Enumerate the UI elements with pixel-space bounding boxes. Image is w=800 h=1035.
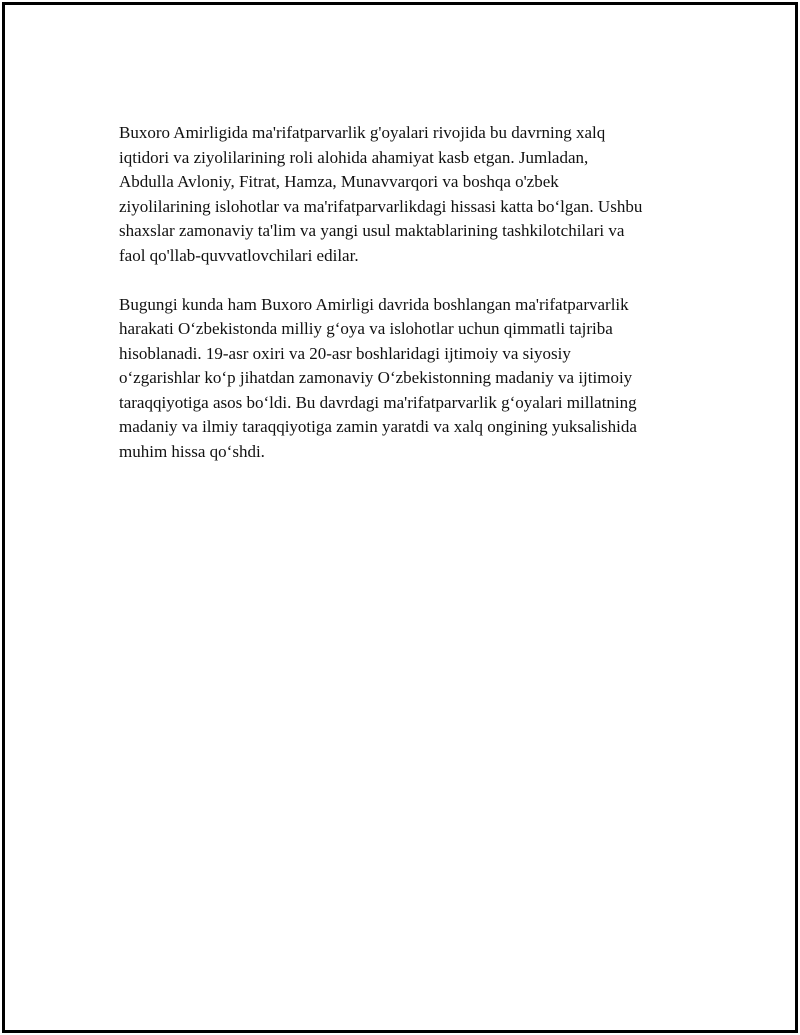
text-line: o‘zgarishlar ko‘p jihatdan zamonaviy O‘zbekistonning madaniy va ijtimoiy: [119, 368, 633, 387]
text-line: harakati O‘zbekistonda milliy g‘oya va islohotlar uchun qimmatli tajriba: [119, 319, 613, 338]
paragraph-1: [119, 121, 699, 268]
text-line: faol qo'llab-quvvatlovchilari edilar.: [119, 245, 359, 265]
text-line: shaxslar zamonaviy ta'lim va yangi usul maktablarining tashkilotchilari va: [119, 221, 625, 240]
text-line: muhim hissa qo‘shdi.: [119, 441, 265, 461]
text-line: madaniy va ilmiy taraqqiyotiga zamin yaratdi va xalq ongining yuksalishida: [119, 417, 637, 436]
text-line: taraqqiyotiga asos bo‘ldi. Bu davrdagi ma'rifatparvarlik g‘oyalari millatning: [119, 392, 637, 412]
text-line: Bugungi kunda ham Buxoro Amirligi davrida boshlangan ma'rifatparvarlik: [119, 294, 629, 314]
text-line: iqtidori va ziyolilarining roli alohida ahamiyat kasb etgan. Jumladan,: [119, 147, 589, 167]
paragraph-2: [119, 293, 699, 465]
text-line: hisoblanadi. 19-asr oxiri va 20-asr boshlaridagi ijtimoiy va siyosiy: [119, 343, 571, 363]
text-line: ziyolilarining islohotlar va ma'rifatparvarlikdagi hissasi katta bo‘lgan. Ushbu: [119, 196, 643, 216]
document-body: [119, 121, 699, 464]
text-line: Buxoro Amirligida ma'rifatparvarlik g'oyalari rivojida bu davrning xalq: [119, 123, 606, 142]
page-frame: [2, 2, 798, 1033]
text-line: Abdulla Avloniy, Fitrat, Hamza, Munavvarqori va boshqa o'zbek: [119, 172, 559, 191]
